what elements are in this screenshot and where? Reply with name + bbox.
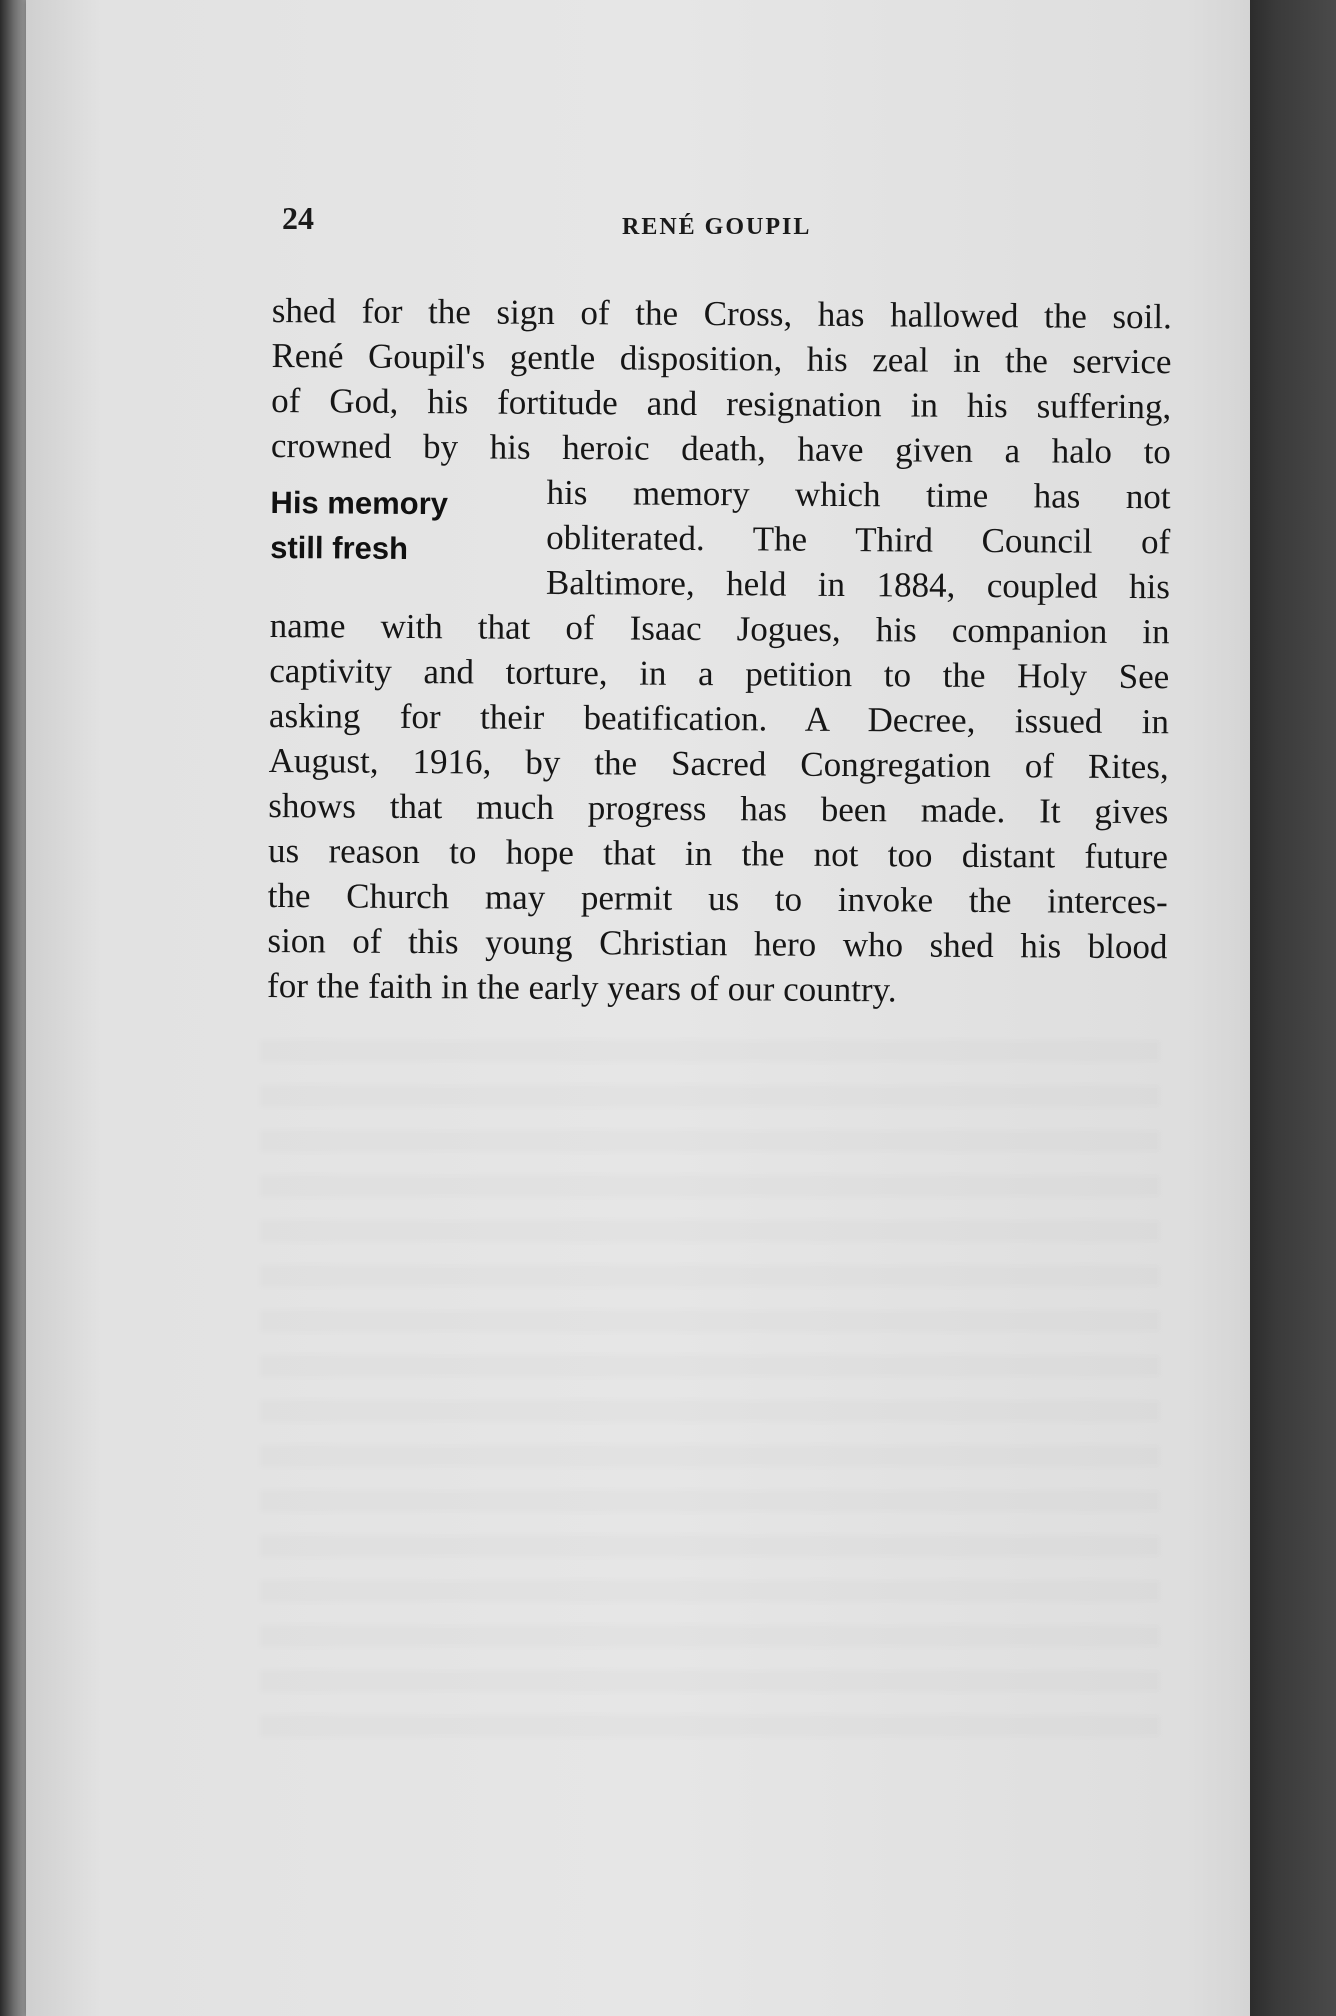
sidenote-block — [270, 468, 1171, 609]
text-line: us reason to hope that in the not too distant future — [267, 830, 1169, 877]
page-header — [0, 200, 1336, 260]
text-line: name with that of Isaac Jogues, his companion in — [269, 605, 1170, 652]
text-line: crowned by his heroic death, have given a halo to — [270, 425, 1172, 472]
text-line: his memory which time has not — [546, 472, 1171, 517]
show-through-text — [260, 1040, 1160, 1740]
text-line: shows that much progress has been made. It gives — [268, 785, 1169, 832]
text-line: sion of this young Christian hero who shed his blood — [267, 920, 1168, 967]
side-heading-line: still fresh — [270, 529, 409, 566]
text-line: Baltimore, held in 1884, coupled his — [545, 562, 1171, 607]
text-line: shed for the sign of the Cross, has hallowed the soil. — [271, 290, 1172, 337]
text-line: asking for their beatification. A Decree, issued in — [268, 695, 1170, 742]
text-line: the Church may permit us to invoke the interces- — [267, 875, 1168, 922]
text-line: captivity and torture, in a petition to the Holy See — [269, 650, 1170, 697]
side-text — [546, 470, 1171, 609]
text-line: of God, his fortitude and resignation in his suffering, — [271, 380, 1172, 427]
text-line: for the faith in the early years of our country. — [266, 965, 897, 1010]
body-text — [267, 288, 1172, 1014]
side-heading — [270, 480, 511, 572]
text-line: René Goupil's gentle disposition, his zeal in the service — [271, 335, 1172, 382]
text-line: August, 1916, by the Sacred Congregation of Rites, — [268, 740, 1169, 787]
page-number: 24 — [282, 200, 314, 236]
running-head: RENÉ GOUPIL — [622, 214, 812, 240]
text-line: obliterated. The Third Council of — [546, 517, 1171, 562]
side-heading-line: His memory — [270, 484, 449, 522]
page-edge-shadow — [1250, 0, 1336, 2016]
